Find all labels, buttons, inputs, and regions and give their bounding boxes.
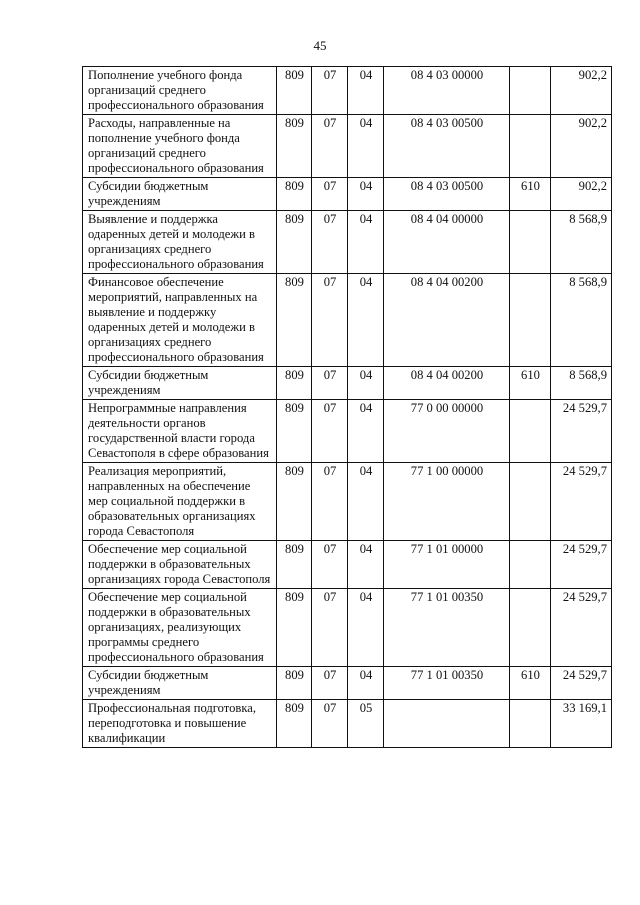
target-article-cell [384,700,510,748]
podrazdel-cell: 04 [348,400,384,463]
vedomstvo-cell: 809 [277,700,312,748]
row-name-cell: Финансовое обеспечение мероприятий, направленных на выявление и поддержку одаренных детей и молодежи в организациях среднего профессионального образования [83,274,277,367]
podrazdel-cell: 04 [348,115,384,178]
table-row [83,589,612,667]
razdel-cell: 07 [312,400,348,463]
budget-table [82,66,612,748]
podrazdel-cell: 04 [348,541,384,589]
target-article-cell: 77 1 01 00000 [384,541,510,589]
expense-type-cell: 610 [510,667,551,700]
podrazdel-cell: 04 [348,178,384,211]
page-number: 45 [313,38,327,53]
sum-cell: 24 529,7 [551,589,612,667]
expense-type-cell [510,274,551,367]
sum-cell: 24 529,7 [551,541,612,589]
podrazdel-cell: 04 [348,463,384,541]
expense-type-cell [510,463,551,541]
sum-cell: 24 529,7 [551,400,612,463]
razdel-cell: 07 [312,700,348,748]
table-row [83,400,612,463]
row-name-cell: Реализация мероприятий, направленных на обеспечение мер социальной поддержки в образовательных организациях города Севастополя [83,463,277,541]
razdel-cell: 07 [312,274,348,367]
table-row [83,211,612,274]
row-name-cell: Профессиональная подготовка, переподготовка и повышение квалификации [83,700,277,748]
vedomstvo-cell: 809 [277,274,312,367]
vedomstvo-cell: 809 [277,367,312,400]
row-name-cell: Обеспечение мер социальной поддержки в образовательных организациях города Севастополя [83,541,277,589]
expense-type-cell [510,541,551,589]
vedomstvo-cell: 809 [277,115,312,178]
sum-cell: 902,2 [551,115,612,178]
table-row [83,67,612,115]
vedomstvo-cell: 809 [277,589,312,667]
vedomstvo-cell: 809 [277,400,312,463]
sum-cell: 902,2 [551,178,612,211]
podrazdel-cell: 04 [348,67,384,115]
podrazdel-cell: 04 [348,589,384,667]
table-row [83,115,612,178]
row-name-cell: Непрограммные направления деятельности органов государственной власти города Севастополя в сфере образования [83,400,277,463]
razdel-cell: 07 [312,463,348,541]
target-article-cell: 08 4 03 00500 [384,115,510,178]
vedomstvo-cell: 809 [277,211,312,274]
expense-type-cell [510,211,551,274]
expense-type-cell [510,115,551,178]
target-article-cell: 77 0 00 00000 [384,400,510,463]
podrazdel-cell: 04 [348,367,384,400]
target-article-cell: 08 4 03 00500 [384,178,510,211]
table-row [83,274,612,367]
razdel-cell: 07 [312,178,348,211]
razdel-cell: 07 [312,367,348,400]
table-row [83,700,612,748]
vedomstvo-cell: 809 [277,463,312,541]
table-row [83,367,612,400]
table-row [83,667,612,700]
expense-type-cell [510,589,551,667]
vedomstvo-cell: 809 [277,541,312,589]
target-article-cell: 08 4 04 00200 [384,367,510,400]
expense-type-cell: 610 [510,178,551,211]
table-row [83,178,612,211]
row-name-cell: Пополнение учебного фонда организаций среднего профессионального образования [83,67,277,115]
razdel-cell: 07 [312,115,348,178]
razdel-cell: 07 [312,541,348,589]
row-name-cell: Выявление и поддержка одаренных детей и молодежи в организациях среднего профессионального образования [83,211,277,274]
expense-type-cell: 610 [510,367,551,400]
vedomstvo-cell: 809 [277,67,312,115]
sum-cell: 24 529,7 [551,463,612,541]
razdel-cell: 07 [312,211,348,274]
sum-cell: 33 169,1 [551,700,612,748]
razdel-cell: 07 [312,667,348,700]
expense-type-cell [510,67,551,115]
row-name-cell: Расходы, направленные на пополнение учебного фонда организаций среднего профессионального образования [83,115,277,178]
target-article-cell: 08 4 04 00000 [384,211,510,274]
table-row [83,463,612,541]
podrazdel-cell: 04 [348,667,384,700]
podrazdel-cell: 05 [348,700,384,748]
podrazdel-cell: 04 [348,211,384,274]
expense-type-cell [510,400,551,463]
sum-cell: 902,2 [551,67,612,115]
row-name-cell: Субсидии бюджетным учреждениям [83,178,277,211]
target-article-cell: 77 1 00 00000 [384,463,510,541]
target-article-cell: 77 1 01 00350 [384,589,510,667]
podrazdel-cell: 04 [348,274,384,367]
sum-cell: 8 568,9 [551,211,612,274]
target-article-cell: 77 1 01 00350 [384,667,510,700]
expense-type-cell [510,700,551,748]
razdel-cell: 07 [312,589,348,667]
vedomstvo-cell: 809 [277,178,312,211]
row-name-cell: Обеспечение мер социальной поддержки в образовательных организациях, реализующих программы среднего профессионального образования [83,589,277,667]
row-name-cell: Субсидии бюджетным учреждениям [83,667,277,700]
target-article-cell: 08 4 04 00200 [384,274,510,367]
table-row [83,541,612,589]
razdel-cell: 07 [312,67,348,115]
sum-cell: 8 568,9 [551,367,612,400]
target-article-cell: 08 4 03 00000 [384,67,510,115]
sum-cell: 8 568,9 [551,274,612,367]
vedomstvo-cell: 809 [277,667,312,700]
sum-cell: 24 529,7 [551,667,612,700]
row-name-cell: Субсидии бюджетным учреждениям [83,367,277,400]
